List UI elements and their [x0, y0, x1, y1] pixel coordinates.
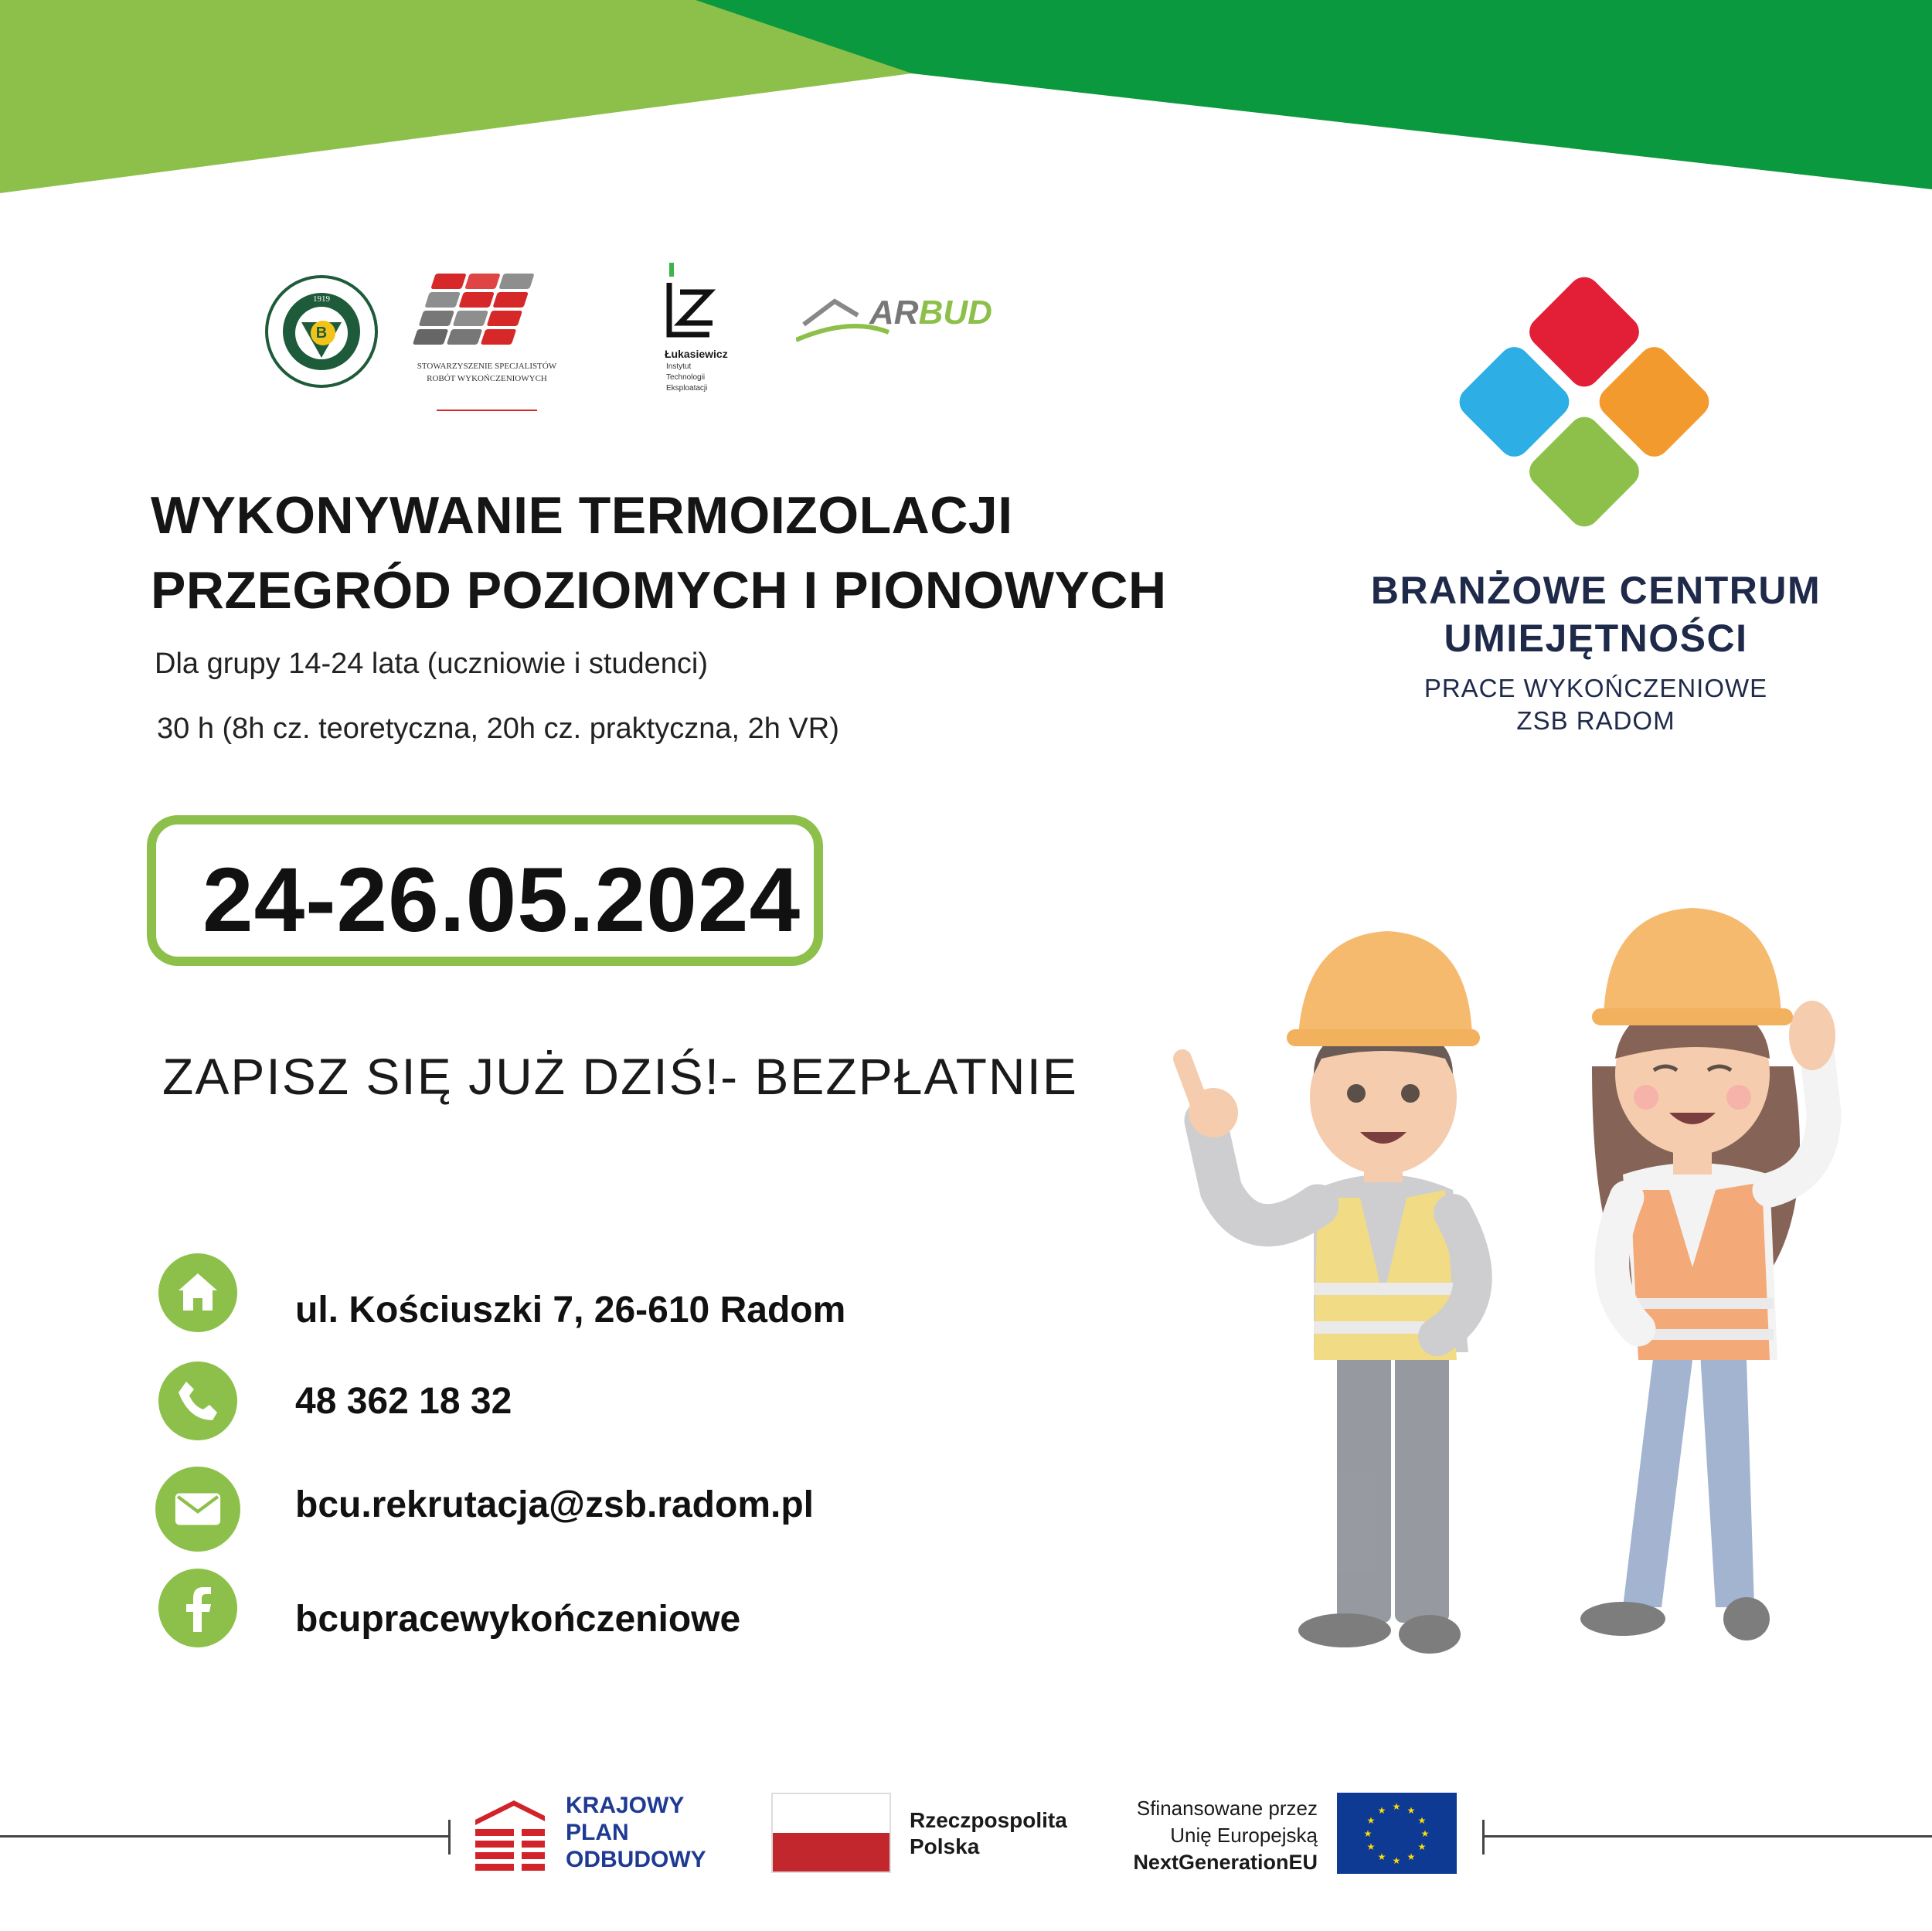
- rp-line2: Polska: [910, 1834, 980, 1858]
- mail-icon: [155, 1467, 240, 1552]
- kpo-line1: KRAJOWY: [566, 1793, 685, 1818]
- signup-cta: ZAPISZ SIĘ JUŻ DZIŚ!- BEZPŁATNIE: [162, 1048, 1078, 1105]
- ssrw-tiles-icon: [406, 270, 568, 355]
- girl-worker: [1580, 908, 1835, 1640]
- course-title-line1: WYKONYWANIE TERMOIZOLACJI: [151, 486, 1013, 545]
- svg-text:★: ★: [1377, 1851, 1386, 1862]
- footer-tick-left: [448, 1820, 451, 1855]
- bcu-sub-line2: ZSB RADOM: [1516, 706, 1675, 735]
- course-group: Dla grupy 14-24 lata (uczniowie i studenci): [155, 648, 709, 680]
- construction-workers-illustration: [1159, 865, 1917, 1700]
- bcu-tiles-logo: [1422, 240, 1747, 564]
- boy-worker: [1182, 931, 1480, 1654]
- svg-text:★: ★: [1406, 1851, 1416, 1862]
- lukasiewicz-name: Łukasiewicz: [665, 348, 728, 360]
- eu-line3: NextGenerationEU: [1133, 1851, 1318, 1874]
- polish-flag-icon: [771, 1793, 891, 1873]
- zsb-seal-logo: [264, 274, 379, 389]
- svg-text:★: ★: [1420, 1828, 1430, 1839]
- svg-text:★: ★: [1363, 1828, 1372, 1839]
- svg-text:★: ★: [1392, 1855, 1401, 1866]
- kpo-line2: PLAN: [566, 1820, 629, 1845]
- svg-text:★: ★: [1377, 1805, 1386, 1816]
- svg-text:★: ★: [1392, 1801, 1401, 1812]
- eu-flag-icon: [1337, 1793, 1457, 1874]
- course-title-line2: PRZEGRÓD POZIOMYCH I PIONOWYCH: [151, 561, 1167, 620]
- contact-facebook[interactable]: bcupracewykończeniowe: [295, 1599, 741, 1640]
- bcu-title-line1: BRANŻOWE CENTRUM: [1370, 569, 1821, 612]
- contact-email[interactable]: bcu.rekrutacja@zsb.radom.pl: [295, 1484, 814, 1525]
- ssrw-line1: STOWARZYSZENIE SPECJALISTÓW: [417, 362, 557, 371]
- lukasiewicz-line1: Instytut: [666, 362, 692, 371]
- course-hours: 30 h (8h cz. teoretyczna, 20h cz. praktyczna, 2h VR): [157, 712, 839, 745]
- footer-divider-right: [1484, 1835, 1932, 1838]
- top-banner: [0, 0, 1932, 201]
- svg-text:★: ★: [1366, 1841, 1376, 1852]
- svg-text:★: ★: [1417, 1815, 1427, 1826]
- svg-text:★: ★: [1366, 1815, 1376, 1826]
- lukasiewicz-logo: [665, 261, 750, 416]
- contact-address: ul. Kościuszki 7, 26-610 Radom: [295, 1290, 846, 1331]
- home-icon: [158, 1253, 237, 1332]
- rp-line1: Rzeczpospolita: [910, 1808, 1067, 1832]
- eu-line2: Unię Europejską: [1170, 1824, 1318, 1847]
- ssrw-divider: [437, 410, 537, 411]
- eu-line1: Sfinansowane przez: [1136, 1797, 1318, 1820]
- lukasiewicz-line2: Technologii: [666, 373, 706, 382]
- svg-text:B: B: [315, 325, 328, 342]
- arbud-logo: [796, 286, 1012, 348]
- svg-text:★: ★: [1417, 1841, 1427, 1852]
- date-box: [147, 815, 823, 966]
- facebook-icon: [158, 1569, 237, 1647]
- kpo-line3: ODBUDOWY: [566, 1847, 706, 1872]
- zsb-seal-year: 1919: [313, 294, 330, 304]
- lukasiewicz-mark-icon: [665, 261, 750, 346]
- course-date: 24-26.05.2024: [202, 849, 801, 951]
- ssrw-line2: ROBÓT WYKOŃCZENIOWYCH: [427, 374, 547, 383]
- lukasiewicz-line3: Eksploatacji: [666, 384, 708, 393]
- svg-text:★: ★: [1406, 1805, 1416, 1816]
- contact-phone[interactable]: 48 362 18 32: [295, 1381, 512, 1422]
- phone-icon: [158, 1362, 237, 1440]
- kpo-logo-icon: [475, 1797, 553, 1874]
- footer-divider-left: [0, 1835, 448, 1838]
- arbud-name-b: BUD: [918, 294, 992, 331]
- bcu-sub-line1: PRACE WYKOŃCZENIOWE: [1423, 674, 1768, 702]
- ssrw-logo: [406, 270, 568, 410]
- arbud-name-a: AR: [869, 294, 919, 331]
- bcu-title-line2: UMIEJĘTNOŚCI: [1444, 617, 1748, 660]
- partner-logos: [255, 247, 1028, 417]
- footer-tick-right: [1482, 1820, 1485, 1855]
